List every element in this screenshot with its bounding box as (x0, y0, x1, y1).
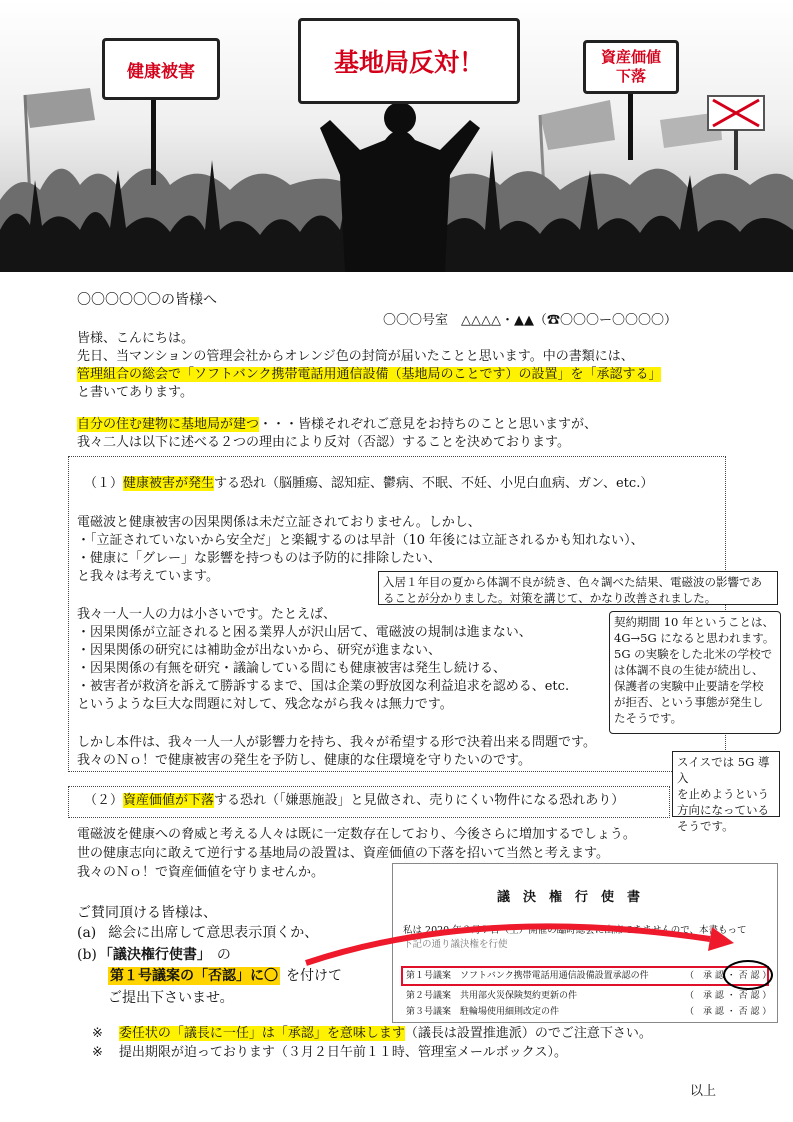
request-b3: ご提出下さいませ。 (108, 990, 234, 1006)
sign-asset-value-drop (583, 40, 679, 94)
form-title: 議 決 権 行 使 書 (497, 890, 641, 905)
s1-a-line1: 電磁波と健康被害の因果関係は未だ立証されておりません。しかし、 (77, 515, 481, 530)
request-b2: 第１号議案の「否認」に〇 を付けて (110, 968, 342, 984)
request-a: (a) 総会に出席して意思表示頂くか、 (77, 925, 319, 941)
highlight-approval-text: 管理組合の総会で「ソフトバンク携帯電話用通信設備（基地局のことです）の設置」を「承認する」 (77, 367, 662, 382)
sign-asset-line2: 下落 (615, 67, 646, 85)
s1-b-line2: ・因果関係が立証されると困る業界人が沢山居て、電磁波の規制は進まない、 (77, 625, 532, 640)
paragraph2-line2: 我々二人は以下に述べる２つの理由により反対（否認）することを決めております。 (77, 435, 570, 450)
red-arrow-icon (300, 915, 740, 975)
paragraph1-line3: と書いてあります。 (77, 385, 193, 400)
paragraph1-line2 (77, 366, 661, 384)
highlight-own-building: 自分の住む建物に基地局が建つ (77, 417, 260, 432)
s1-b-line1: 我々一人一人の力は小さいです。たとえば、 (77, 607, 336, 622)
s1-a-line2: ・「立証されていないから安全だ」と楽観するのは早計（10 年後には立証されるかも知れない）、 (77, 533, 644, 548)
request-intro: ご賛同頂ける皆様は、 (77, 905, 217, 921)
s1-b-line3: ・因果関係の研究には補助金が出ないから、研究が進まない、 (77, 643, 442, 658)
sign-health-damage-label: 健康被害 (127, 61, 195, 82)
sign-oppose-label: 基地局反対！ (333, 48, 484, 77)
form-item-2: 第２号議案 共用部火災保険契約更新の件 （ 承 認 ・ 否 認 ） (406, 991, 772, 1001)
request-b: (b) 「議決権行使書」 の (77, 947, 231, 963)
section2-heading: （２）資産価値が下落する恐れ（「嫌悪施設」と見做され、売りにくい物件になる恐れあり） (84, 793, 625, 808)
sign-health-damage (102, 38, 220, 100)
s1-c-line1: しかし本件は、我々一人一人が影響力を持ち、我々が希望する形で決着出来る問題です。 (77, 735, 596, 750)
note-1: ※ 委任状の「議長に一任」は「承認」を意味します（議長は設置推進派）のでご注意下さい。 (92, 1026, 652, 1041)
paragraph1-line1: 先日、当マンションの管理会社からオレンジ色の封筒が届いたことと思います。中の書類には、 (77, 349, 634, 364)
form-text2: 下記の通り議決権を行使 (403, 939, 508, 950)
s1-b-line5: ・被害者が救済を訴えて勝訴するまで、国は企業の野放図な利益追求を認める、etc. (77, 679, 570, 694)
s2-line3: 我々のＮｏ！で資産価値を守りませんか。 (77, 865, 325, 880)
callout-swiss-5g: スイスでは 5G 導入 を止めようという 方向になっている そうです。 (672, 751, 780, 817)
s1-a-line4: と我々は考えています。 (77, 569, 219, 584)
highlight-deny-instruction: 第１号議案の「否認」に〇 (110, 968, 278, 984)
note-2: ※ 提出期限が迫っております（３月２日午前１１時、管理室メールボックス）。 (92, 1045, 568, 1060)
s1-b-line6: というような巨大な問題に対して、残念ながら我々は無力です。 (77, 697, 453, 712)
form-item-1: 第１号議案 ソフトバンク携帯電話用通信設備設置承認の件 （ 承 認 ・ 否 認 ） (401, 966, 769, 986)
greeting: 皆様、こんにちは。 (77, 331, 195, 346)
paragraph2-line1: 自分の住む建物に基地局が建つ・・・皆様それぞれご意見をお持ちのことと思いますが、 (77, 417, 598, 432)
sign-asset-line1: 資産価値 (600, 48, 661, 66)
callout-5g-school: 契約期間 10 年ということは、 4G→5G になると思われます。 5G の実験をした北米の学校で は体調不良の生徒が続出し、 保護者の実験中止要請を学校 が拒否、という事態が発生し たそうです。 (609, 611, 781, 734)
sender-info: 〇〇〇号室 △△△△・▲▲（☎〇〇〇ー〇〇〇〇） (383, 313, 677, 328)
s1-b-line4: ・因果関係の有無を研究・議論している間にも健康被害は発生し続ける、 (77, 661, 507, 676)
callout-personal-experience: 入居１年目の夏から体調不良が続き、色々調べた結果、電磁波の影響であることが分かりました。対策を講じて、かなり改善されました。 (378, 571, 778, 605)
section1-heading: （１）健康被害が発生する恐れ（脳腫瘍、認知症、鬱病、不眠、不妊、小児白血病、ガン、etc.） (84, 476, 654, 491)
sign-oppose-base-station (298, 18, 520, 104)
s1-c-line2: 我々のＮｏ！で健康被害の発生を予防し、健康的な住環境を守りたいのです。 (77, 753, 531, 768)
s2-line1: 電磁波を健康への脅威と考える人々は既に一定数存在しており、今後さらに増加するでしょう。 (77, 827, 636, 842)
s2-line2: 世の健康志向に敢えて逆行する基地局の設置は、資産価値の下落を招いて当然と考えます。 (77, 846, 609, 861)
addressee: 〇〇〇〇〇〇の皆様へ (77, 292, 217, 308)
form-text1: 私は 2020 年３月７日（土）開催の臨時総会に出席できませんので、本書もって (403, 925, 747, 936)
s1-a-line3: ・健康に「グレー」な影響を持つものは予防的に排除したい、 (77, 551, 442, 566)
closing: 以上 (690, 1084, 717, 1099)
form-item-3: 第３号議案 駐輪場使用細則改定の件 （ 承 認 ・ 否 認 ） (406, 1007, 772, 1017)
